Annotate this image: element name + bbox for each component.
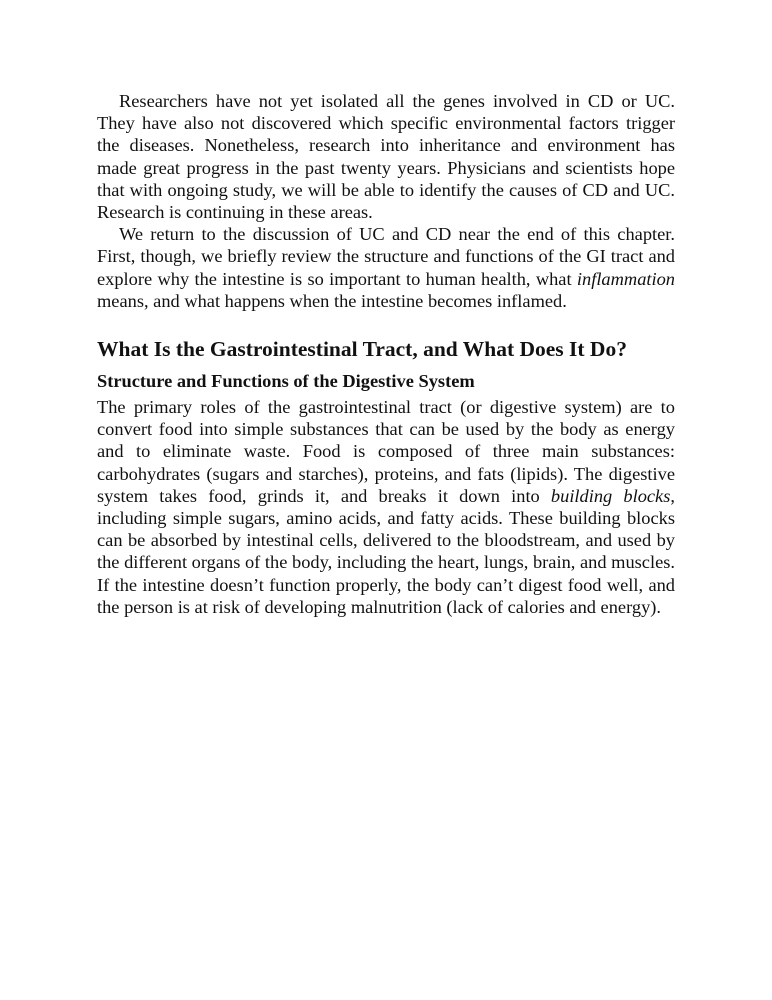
paragraph-return-text-start: We return to the discussion of UC and CD near the end of this chapter. First, though, we briefly review the structure and functions of the GI tract and explore why the intestine is so important to human health, what: [97, 224, 675, 289]
document-page: [97, 90, 675, 618]
paragraph-return-italic-term: inflammation: [576, 268, 675, 289]
paragraph-digestive-italic-term: building blocks: [550, 485, 671, 506]
paragraph-return-text-end: means, and what happens when the intestine becomes inflamed.: [97, 290, 567, 311]
paragraph-research: [97, 90, 675, 223]
paragraph-return: [97, 223, 675, 312]
section-heading: What Is the Gastrointestinal Tract, and What Does It Do?: [97, 337, 627, 362]
paragraph-digestive-text-start: The primary roles of the gastrointestinal tract (or digestive system) are to convert food into simple substances that can be used by the body as energy and to eliminate waste. Food is composed of three main substances: carbohydrates (sugars and starches), proteins, and fats (lipids). The digestive system takes food, grinds it, and breaks it down into: [97, 397, 675, 506]
subsection-heading: Structure and Functions of the Digestive System: [97, 371, 475, 392]
paragraph-digestive: [97, 396, 675, 618]
paragraph-digestive-text-end: , including simple sugars, amino acids, and fatty acids. These building blocks can be absorbed by intestinal cells, delivered to the bloodstream, and used by the different organs of the body, including the heart, lungs, brain, and muscles. If the intestine doesn’t function properly, the body can’t digest food well, and the person is at risk of developing malnutrition (lack of calories and energy).: [97, 485, 675, 617]
paragraph-research-text: Researchers have not yet isolated all the genes involved in CD or UC. They have also not discovered which specific environmental factors trigger the diseases. Nonetheless, research into inheritance and environment has made great progress in the past twenty years. Physicians and scientists hope that with ongoing study, we will be able to identify the causes of CD and UC. Research is continuing in these areas.: [97, 91, 675, 223]
